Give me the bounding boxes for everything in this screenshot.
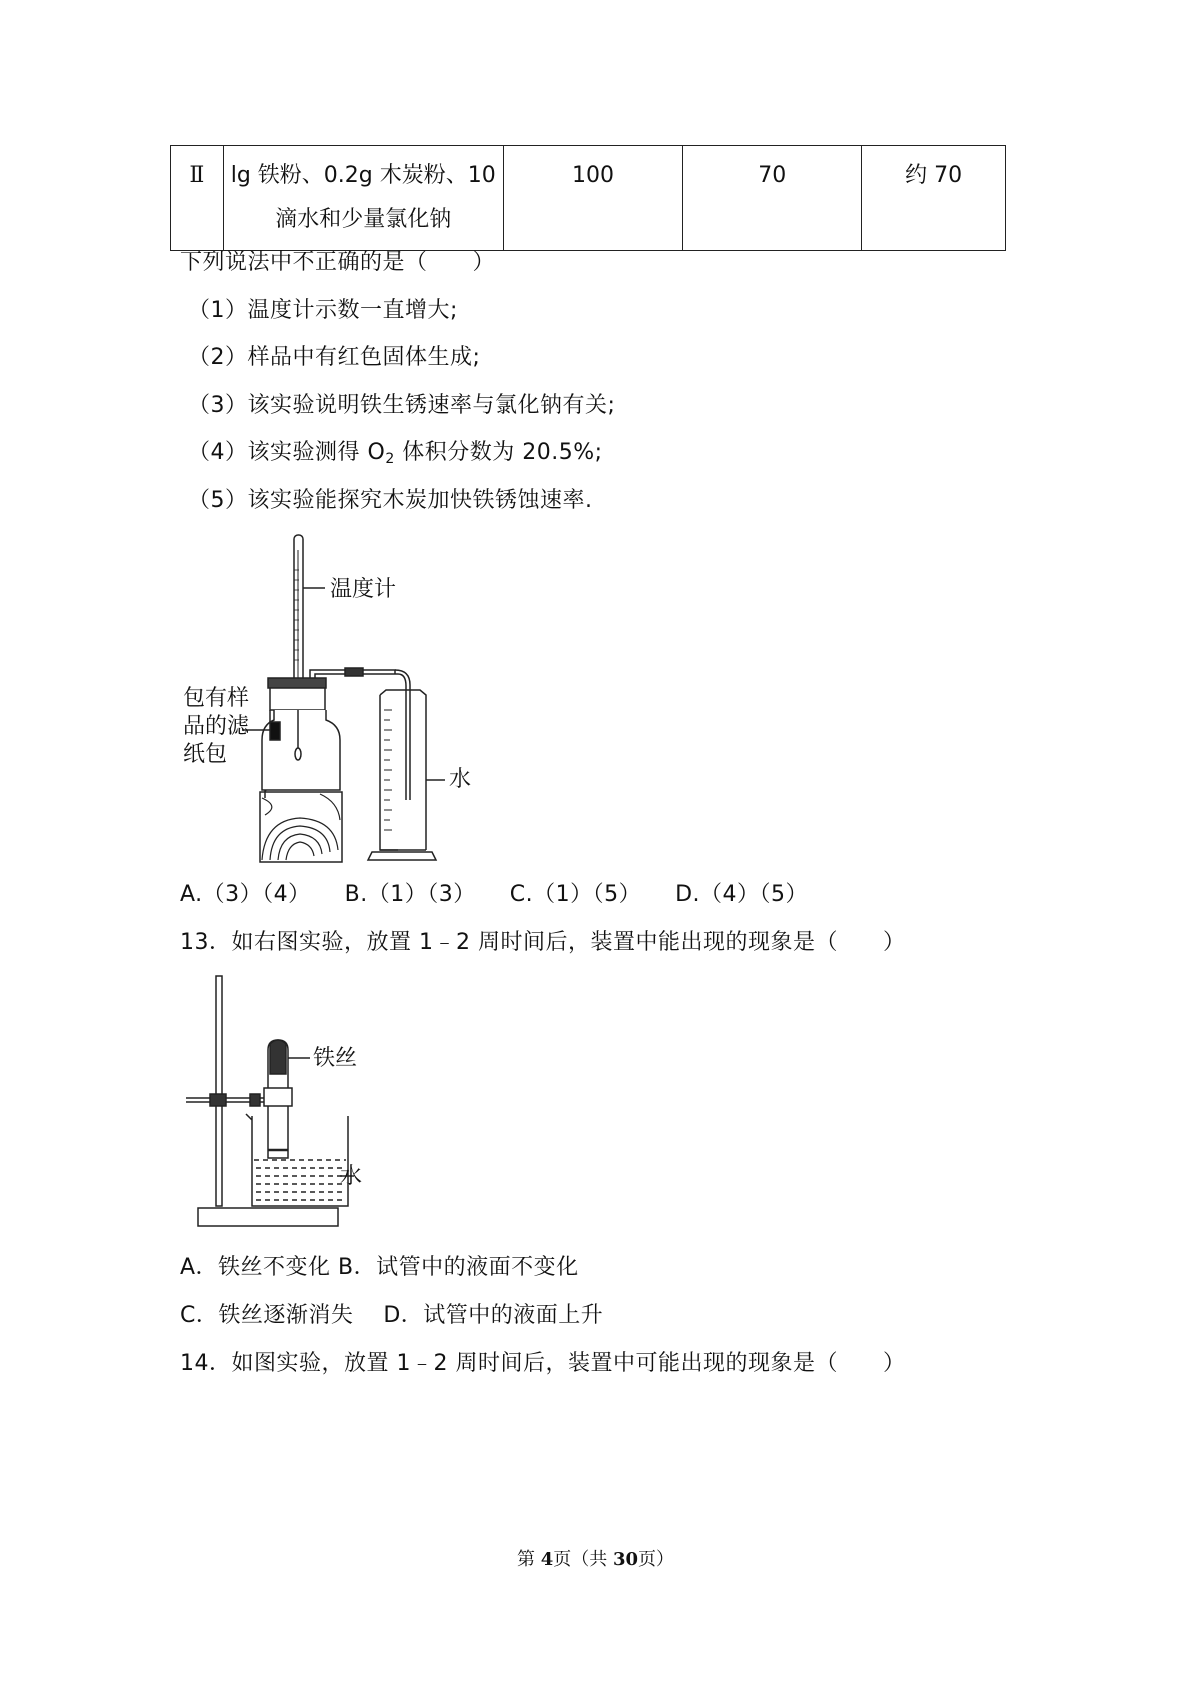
stand-rod <box>216 976 222 1206</box>
q12-statement-4 <box>188 438 603 474</box>
group-cell: Ⅱ <box>171 146 224 251</box>
sample-cell <box>223 146 503 251</box>
stand-base <box>198 1208 338 1226</box>
experiment-table <box>170 145 1006 251</box>
q12-statement-1: （1）温度计示数一直增大; <box>188 298 458 323</box>
label-water-1: 水 <box>449 767 472 792</box>
q13-stem: 13．如右图实验，放置 1﹣2 周时间后，装置中能出现的现象是（ ） <box>180 930 906 955</box>
label-thermometer: 温度计 <box>330 577 397 602</box>
q12-statement-3: （3）该实验说明铁生锈速率与氯化钠有关; <box>188 393 616 418</box>
q12-intro: 下列说法中不正确的是（ ） <box>180 250 496 275</box>
iron-wire <box>270 1040 286 1074</box>
q13-options-ab: A．铁丝不变化 B．试管中的液面不变化 <box>180 1255 579 1280</box>
s4-post: 体积分数为 20.5%; <box>394 440 603 465</box>
sample-line-2: 滴水和少量氯化钠 <box>275 207 452 232</box>
footer-pre: 第 <box>516 1549 541 1570</box>
sample-line-1: lg 铁粉、0.2g 木炭粉、10 <box>230 163 496 188</box>
s4-pre: （4）该实验测得 O <box>188 440 386 465</box>
page-footer <box>0 1545 1191 1571</box>
label-packet-2: 品的滤 <box>183 714 250 739</box>
q12-options: A.（3）（4） B.（1）（3） C.（1）（5） D.（4）（5） <box>180 882 809 907</box>
label-packet-3: 纸包 <box>183 742 228 767</box>
value-cell-5: 约 70 <box>862 146 1006 251</box>
q12-statement-2: （2）样品中有红色固体生成; <box>188 345 481 370</box>
label-iron-wire: 铁丝 <box>313 1046 358 1071</box>
footer-total: 30 <box>612 1549 639 1570</box>
footer-post: 页） <box>638 1549 675 1570</box>
q14-stem: 14．如图实验，放置 1﹣2 周时间后，装置中可能出现的现象是（ ） <box>180 1351 906 1376</box>
q12-statement-5: （5）该实验能探究木炭加快铁锈蚀速率. <box>188 488 593 513</box>
label-water-2: 水 <box>340 1164 363 1189</box>
label-packet-1: 包有样 <box>183 686 250 711</box>
iron-wire-figure <box>180 970 380 1240</box>
s4-sub: 2 <box>385 451 395 467</box>
footer-mid: 页（共 <box>553 1549 613 1570</box>
filter-packet <box>270 722 280 740</box>
value-cell-4: 70 <box>683 146 862 251</box>
table-row <box>171 146 1006 251</box>
value-cell-3: 100 <box>503 146 682 251</box>
q13-options-cd: C．铁丝逐渐消失 D．试管中的液面上升 <box>180 1303 604 1328</box>
footer-page: 4 <box>540 1549 554 1570</box>
